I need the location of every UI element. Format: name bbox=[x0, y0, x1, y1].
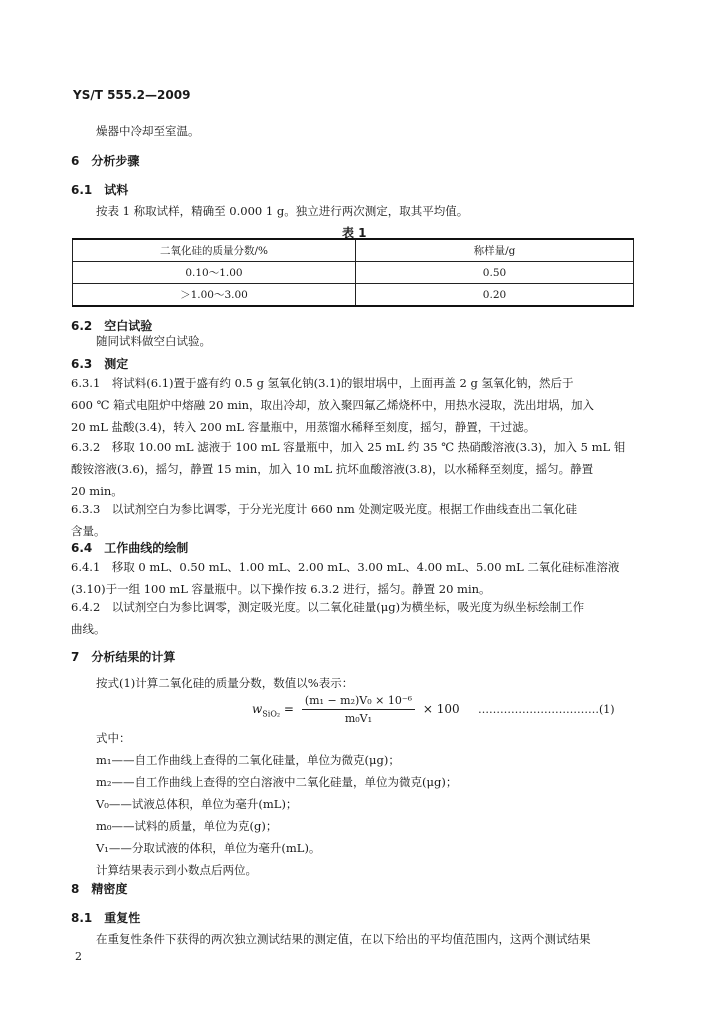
formula-tail: × 100 bbox=[422, 702, 460, 716]
text-line: 酸铵溶液(3.6)，摇匀，静置 15 min，加入 10 mL 抗坏血酸溶液(3.8)，以水稀释至刻度，摇匀。静置 bbox=[71, 462, 594, 476]
table-cell: 0.10～1.00 bbox=[73, 262, 356, 284]
variable-item: V₁——分取试液的体积，单位为毫升(mL)。 bbox=[96, 841, 321, 855]
formula-lhs: w bbox=[252, 702, 263, 716]
text-line: 6.3.1 将试料(6.1)置于盛有约 0.5 g 氢氧化钠(3.1)的银坩埚中，上面再盖 2 g 氢氧化钠，然后于 bbox=[71, 376, 574, 390]
text-line: 20 min。 bbox=[71, 484, 123, 498]
table-row bbox=[73, 284, 634, 307]
section-6-3-heading: 6.3 测定 bbox=[71, 357, 129, 371]
formula-numerator: (m₁ − m₂)V₀ × 10⁻⁶ bbox=[302, 694, 415, 710]
variable-item: m₀——试料的质量，单位为克(g)； bbox=[96, 819, 278, 833]
paragraph-6-3-1 bbox=[71, 372, 594, 438]
formula-subscript: SiO₂ bbox=[262, 709, 281, 719]
paragraph-6-3-2 bbox=[71, 436, 625, 502]
section-8-1-heading: 8.1 重复性 bbox=[71, 911, 141, 925]
section-6-1-heading: 6.1 试料 bbox=[71, 183, 129, 197]
text-line: 6.3.3 以试剂空白为参比调零，于分光光度计 660 nm 处测定吸光度。根据工作曲线查出二氧化硅 bbox=[71, 502, 577, 516]
sample-mass-table bbox=[72, 238, 634, 307]
text-line: (3.10)于一组 100 mL 容量瓶中。以下操作按 6.3.2 进行，摇匀。静置 20 min。 bbox=[71, 582, 491, 596]
section-8-1-text: 在重复性条件下获得的两次独立测试结果的测定值，在以下给出的平均值范围内，这两个测试结果 bbox=[96, 932, 591, 946]
table-header-cell: 称样量/g bbox=[356, 239, 634, 262]
text-line: 6.4.1 移取 0 mL、0.50 mL、1.00 mL、2.00 mL、3.00 mL、4.00 mL、5.00 mL 二氧化硅标准溶液 bbox=[71, 560, 620, 574]
text-line: 6.3.2 移取 10.00 mL 滤液于 100 mL 容量瓶中，加入 25 mL 约 35 ℃ 热硝酸溶液(3.3)，加入 5 mL 钼 bbox=[71, 440, 626, 454]
variable-list bbox=[96, 749, 656, 881]
table-cell: ＞1.00～3.00 bbox=[73, 284, 356, 307]
text-line: 曲线。 bbox=[71, 622, 106, 636]
table-row bbox=[73, 262, 634, 284]
section-6-1-text: 按表 1 称取试样，精确至 0.000 1 g。独立进行两次测定，取其平均值。 bbox=[96, 204, 469, 218]
variable-item: m₂——自工作曲线上查得的空白溶液中二氧化硅量，单位为微克(μg)； bbox=[96, 775, 458, 789]
section-6-heading: 6 分析步骤 bbox=[71, 154, 140, 168]
section-6-4-heading: 6.4 工作曲线的绘制 bbox=[71, 541, 189, 555]
page-number: 2 bbox=[75, 950, 82, 963]
table-caption: 表 1 bbox=[342, 226, 367, 240]
table-cell: 0.50 bbox=[356, 262, 634, 284]
paragraph-6-3-3 bbox=[71, 498, 577, 542]
result-note: 计算结果表示到小数点后两位。 bbox=[96, 863, 257, 877]
text-line: 20 mL 盐酸(3.4)，转入 200 mL 容量瓶中，用蒸馏水稀释至刻度，摇匀，静置，干过滤。 bbox=[71, 420, 536, 434]
section-6-2-text: 随同试料做空白试验。 bbox=[96, 334, 211, 348]
paragraph-6-4-1 bbox=[71, 556, 619, 600]
table-header-row bbox=[73, 239, 634, 262]
document-header: YS/T 555.2—2009 bbox=[73, 88, 191, 102]
section-7-intro: 按式(1)计算二氧化硅的质量分数，数值以%表示： bbox=[96, 676, 354, 690]
where-label: 式中： bbox=[96, 731, 131, 745]
table-cell: 0.20 bbox=[356, 284, 634, 307]
intro-line: 燥器中冷却至室温。 bbox=[96, 124, 200, 138]
text-line: 含量。 bbox=[71, 524, 106, 538]
section-7-heading: 7 分析结果的计算 bbox=[71, 650, 176, 664]
section-6-2-heading: 6.2 空白试验 bbox=[71, 319, 153, 333]
variable-item: m₁——自工作曲线上查得的二氧化硅量，单位为微克(μg)； bbox=[96, 753, 400, 767]
formula-denominator: m₀V₁ bbox=[344, 712, 373, 725]
text-line: 600 ℃ 箱式电阻炉中熔融 20 min，取出冷却，放入聚四氟乙烯烧杯中，用热水浸取，洗出坩埚，加入 bbox=[71, 398, 595, 412]
equals-sign: = bbox=[283, 702, 294, 716]
table-header-cell: 二氧化硅的质量分数/% bbox=[73, 239, 356, 262]
paragraph-6-4-2 bbox=[71, 596, 584, 640]
text-line: 6.4.2 以试剂空白为参比调零，测定吸光度。以二氧化硅量(μg)为横坐标，吸光度为纵坐标绘制工作 bbox=[71, 600, 585, 614]
section-8-heading: 8 精密度 bbox=[71, 882, 128, 896]
variable-item: V₀——试液总体积，单位为毫升(mL)； bbox=[96, 797, 298, 811]
formula-fraction bbox=[302, 694, 415, 725]
formula-1 bbox=[252, 694, 460, 725]
equation-number: ……………………………(1) bbox=[478, 703, 615, 716]
